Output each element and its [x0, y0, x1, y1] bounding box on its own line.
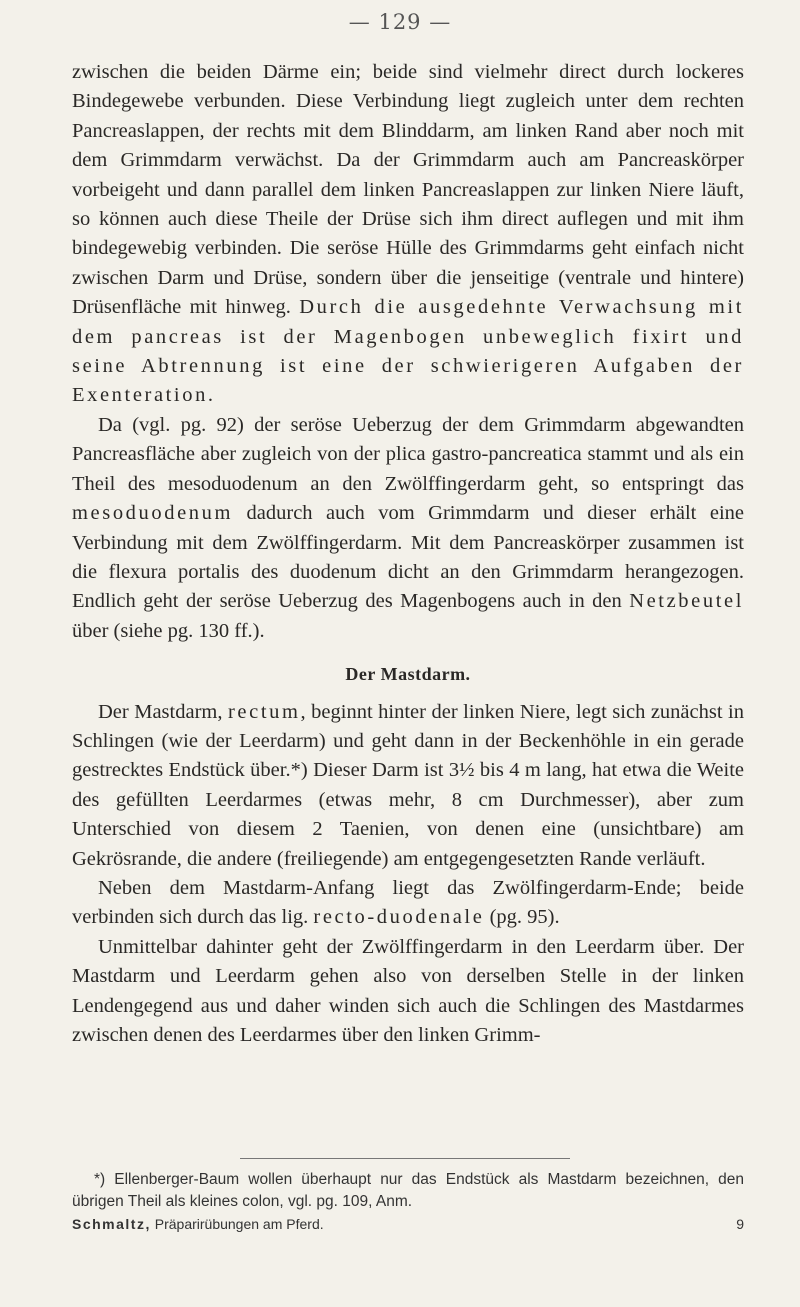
- text-run: (pg. 95).: [484, 906, 560, 929]
- text-run: dadurch auch vom Grimmdarm und dieser erhält eine Verbindung mit dem Zwölffingerdarm. Mit dem Pancreaskörper zusammen ist die flexura portalis des duodenum dicht an den Grimmdarm herangezogen. Endlich geht der seröse Ueberzug des Magenbogens auch in den: [72, 502, 744, 613]
- paragraph: [72, 698, 744, 874]
- book-reference: [72, 1213, 324, 1235]
- emphasized-text: Netzbeutel: [629, 590, 744, 613]
- text-run: , beginnt hinter der linken Niere, legt sich zunächst in Schlingen (wie der Leerdarm) und geht dann in der Beckenhöhle in ein gerade gestrecktes Endstück über.*) Dieser Darm ist 3½ bis 4 m lang, hat etwa die Weite des gefüllten Leerdarmes (etwas mehr, 8 cm Durchmesser), aber zum Unterschied von diesem 2 Taenien, von denen eine (unsichtbare) am Gekrösrande, die andere (freiliegende) am entgegengesetzten Rande verläuft.: [72, 700, 744, 870]
- footnote-text: *) Ellenberger-Baum wollen überhaupt nur das Endstück als Mastdarm bezeichnen, den übrigen Theil als kleines colon, vgl. pg. 109, Anm.: [72, 1171, 744, 1210]
- footnote-divider: [240, 1158, 570, 1159]
- paragraph: [72, 58, 744, 411]
- text-run: über (siehe pg. 130 ff.).: [72, 619, 265, 642]
- emphasized-text: recto-duodenale: [313, 906, 485, 929]
- signature-mark: 9: [736, 1216, 744, 1232]
- body-text: [72, 58, 744, 1050]
- text-run: zwischen die beiden Därme ein; beide sind vielmehr direct durch lockeres Bindegewebe verbunden. Diese Verbindung liegt zugleich unter dem rechten Pancreaslappen, der rechts mit dem Blinddarm, am linken Rand aber noch mit dem Grimmdarm verwächst. Da der Grimmdarm auch am Pancreaskörper vorbeigeht und dann parallel dem linken Pancreaslappen zur linken Niere läuft, so können auch diese Theile der Drüse sich ihm direct auflegen und mit ihm bindegewebig verbinden. Die seröse Hülle des Grimmdarms geht einfach nicht zwischen Darm und Drüse, sondern über die jenseitige (ventrale und hintere) Drüsenfläche mit hinweg.: [72, 61, 744, 319]
- emphasized-text: rectum: [228, 700, 301, 723]
- author-name: Schmaltz,: [72, 1216, 151, 1232]
- paragraph: Unmittelbar dahinter geht der Zwölffingerdarm in den Leerdarm über. Der Mastdarm und Leerdarm gehen also von derselben Stelle in der linken Lendengegend aus und daher winden sich auch die Schlingen des Mastdarmes zwischen denen des Leerdarmes über den linken Grimm-: [72, 935, 744, 1046]
- text-run: Der Mastdarm,: [98, 700, 228, 723]
- emphasized-text: Durch die ausgedehnte Verwachsung mit dem pancreas ist der Magenbogen unbeweglich fixirt und seine Abtrennung ist eine der schwierigeren Aufgaben der Exenteration.: [72, 296, 744, 407]
- footnote: [72, 1169, 744, 1235]
- text-run: Da (vgl. pg. 92) der seröse Ueberzug der dem Grimmdarm abgewandten Pancreasfläche aber zugleich von der plica gastro-pancreatica stammt und als ein Theil des mesoduodenum an den Zwölffingerdarm geht, so entspringt das: [72, 413, 744, 495]
- signature-line: [72, 1213, 744, 1235]
- text-run: Neben dem Mastdarm-Anfang liegt das Zwölfingerdarm-Ende; beide verbinden sich durch das lig.: [72, 876, 744, 929]
- book-title: Präparirübungen am Pferd.: [150, 1216, 324, 1232]
- paragraph: [72, 874, 744, 933]
- section-heading: Der Mastdarm.: [345, 664, 471, 685]
- paragraph: [72, 411, 744, 646]
- emphasized-text: mesoduodenum: [72, 502, 234, 525]
- page-number-header: — 129 —: [348, 10, 452, 34]
